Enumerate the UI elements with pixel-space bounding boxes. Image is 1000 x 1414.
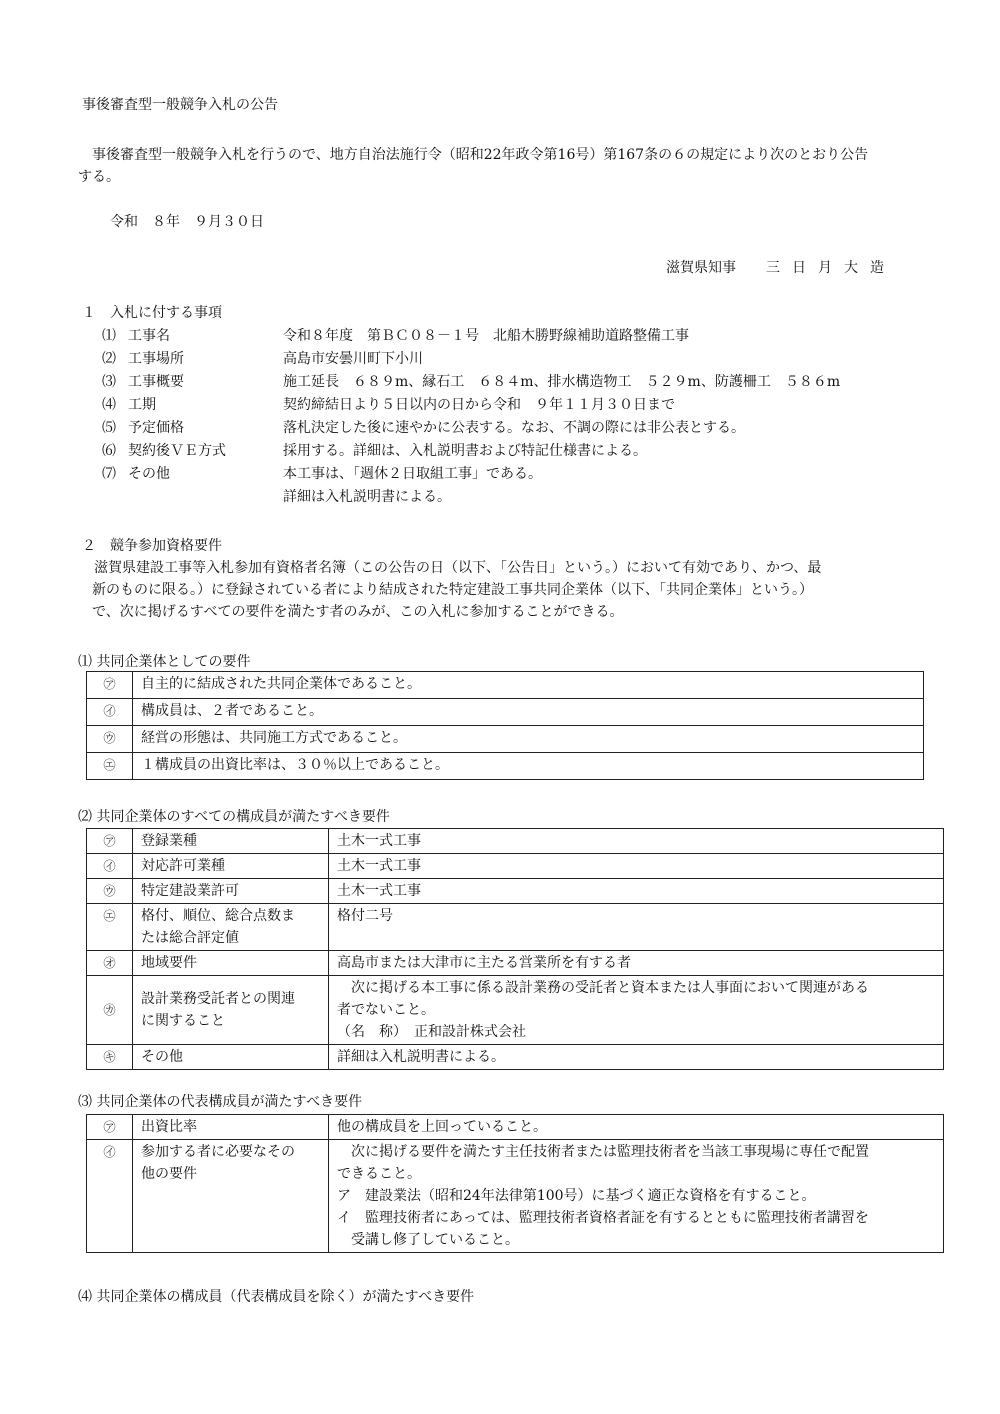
signatory-role: 滋賀県知事 [666,260,736,276]
row-label: 地域要件 [133,951,329,976]
item-label: その他 [128,466,170,482]
table-row [87,829,944,854]
jv-requirements-table [86,671,924,780]
section2-body-line: で、次に掲げるすべての要件を満たす者のみが、この入札に参加することができる。 [92,604,624,620]
row-value: 高島市または大津市に主たる営業所を有する者 [329,951,944,976]
table-row [87,1115,944,1140]
table-row [87,726,924,753]
sub1-heading: ⑴ 共同企業体としての要件 [78,654,251,670]
section1-heading: １ 入札に付する事項 [82,305,222,321]
row-text: 経営の形態は、共同施工方式であること。 [133,726,924,753]
signatory [666,257,896,279]
sub2-heading: ⑵ 共同企業体のすべての構成員が満たすべき要件 [78,809,390,825]
item-value: 落札決定した後に速やかに公表する。なお、不調の際には非公表とする。 [283,420,745,436]
row-label-line: 格付、順位、総合点数ま [141,908,295,924]
list-item [82,440,962,463]
row-label-line: 設計業務受託者との関連 [141,991,295,1007]
item-label: 工期 [128,397,156,413]
row-label: 特定建設業許可 [133,879,329,904]
table-row [87,753,924,780]
row-number: ㋐ [87,829,133,854]
signatory-name: 三日月大造 [766,260,896,276]
row-label-line: 他の要件 [141,1166,197,1182]
table-row [87,976,944,1045]
table-row [87,699,924,726]
section1-items [82,325,962,509]
sub4-heading: ⑷ 共同企業体の構成員（代表構成員を除く）が満たすべき要件 [78,1289,475,1305]
row-number: ㋑ [87,1140,133,1253]
intro-line-2: する。 [78,169,120,185]
row-value: 土木一式工事 [329,879,944,904]
row-label [133,976,329,1045]
item-number: ⑴ [102,328,116,344]
row-label [133,904,329,951]
row-label: 登録業種 [133,829,329,854]
item-label: 工事名 [128,328,170,344]
item-value: 採用する。詳細は、入札説明書および特記仕様書による。 [283,443,647,459]
item-number: ⑶ [102,374,116,390]
item-value: 高島市安曇川町下小川 [283,351,423,367]
row-value: 他の構成員を上回っていること。 [329,1115,944,1140]
item-number: ⑺ [102,466,116,482]
row-label: その他 [133,1045,329,1070]
row-text: １構成員の出資比率は、３０％以上であること。 [133,753,924,780]
row-value-line: （名 称） 正和設計株式会社 [337,1024,526,1040]
row-value-line: できること。 [337,1166,421,1182]
list-item [82,394,962,417]
intro-line-1: 事後審査型一般競争入札を行うので、地方自治法施行令（昭和22年政令第16号）第167条の６の規定により次のとおり公告 [92,147,869,163]
row-label: 出資比率 [133,1115,329,1140]
row-value-line: イ 監理技術者にあっては、監理技術者資格者証を有するとともに監理技術者講習を [337,1210,869,1226]
row-value: 格付二号 [329,904,944,951]
item-value: 契約締結日より５日以内の日から令和 ９年１１月３０日まで [283,397,675,413]
item-label: 工事場所 [128,351,184,367]
row-number: ㋓ [87,753,133,780]
member-requirements-table [86,828,944,1070]
row-number: ㋐ [87,672,133,699]
row-value-line: 次に掲げる本工事に係る設計業務の受託者と資本または人事面において関連がある [337,980,869,996]
list-item [82,348,962,371]
row-value: 土木一式工事 [329,854,944,879]
item-extra-note: 詳細は入札説明書による。 [283,489,451,505]
list-item [82,463,962,486]
table-row [87,1140,944,1253]
list-item [82,325,962,348]
row-value: 土木一式工事 [329,829,944,854]
row-value-line: ア 建設業法（昭和24年法律第100号）に基づく適正な資格を有すること。 [337,1188,816,1204]
row-value [329,1140,944,1253]
row-value-line: 者でないこと。 [337,1002,435,1018]
item-number: ⑹ [102,443,116,459]
section2-body-line: 新のものに限る。）に登録されている者により結成された特定建設工事共同企業体（以下、「共同企業体」という。） [92,582,813,598]
row-label: 対応許可業種 [133,854,329,879]
row-label-line: に関すること [141,1013,225,1029]
row-number: ㋑ [87,854,133,879]
table-row [87,854,944,879]
table-row [87,1045,944,1070]
row-number: ㋐ [87,1115,133,1140]
sub3-heading: ⑶ 共同企業体の代表構成員が満たすべき要件 [78,1094,363,1110]
row-value-line: 受講し修了していること。 [337,1232,519,1248]
notice-date: 令和 ８年 ９月３０日 [110,214,264,230]
item-number: ⑷ [102,397,116,413]
row-number: ㋓ [87,904,133,951]
row-number: ㋒ [87,726,133,753]
row-number: ㋕ [87,976,133,1045]
item-label: 予定価格 [128,420,184,436]
item-label: 工事概要 [128,374,184,390]
row-text: 構成員は、２者であること。 [133,699,924,726]
list-item [82,371,962,394]
item-value: 令和８年度 第ＢＣ０８－１号 北船木勝野線補助道路整備工事 [283,328,689,344]
row-number: ㋒ [87,879,133,904]
row-label-line: 参加する者に必要なその [141,1144,295,1160]
section2-body-line: 滋賀県建設工事等入札参加有資格者名簿（この公告の日（以下、「公告日」という。）において有効であり、かつ、最 [80,560,822,576]
table-row [87,904,944,951]
list-item [82,417,962,440]
representative-requirements-table [86,1114,944,1253]
row-number: ㋖ [87,1045,133,1070]
table-row [87,672,924,699]
row-value: 詳細は入札説明書による。 [329,1045,944,1070]
row-text: 自主的に結成された共同企業体であること。 [133,672,924,699]
item-value: 施工延長 ６８９m、縁石工 ６８４m、排水構造物工 ５２９m、防護柵工 ５８６m [283,374,841,390]
row-label [133,1140,329,1253]
row-value [329,976,944,1045]
table-row [87,951,944,976]
row-number: ㋔ [87,951,133,976]
item-label: 契約後ＶＥ方式 [128,443,226,459]
section2-body [80,557,940,623]
table-row [87,879,944,904]
item-number: ⑸ [102,420,116,436]
item-value: 本工事は、「週休２日取組工事」である。 [283,466,542,482]
row-number: ㋑ [87,699,133,726]
document-title: 事後審査型一般競争入札の公告 [82,97,278,113]
row-value-line: 次に掲げる要件を満たす主任技術者または監理技術者を当該工事現場に専任で配置 [337,1144,869,1160]
section2-heading: ２ 競争参加資格要件 [82,538,222,554]
item-number: ⑵ [102,351,116,367]
row-label-line: たは総合評定値 [141,930,239,946]
